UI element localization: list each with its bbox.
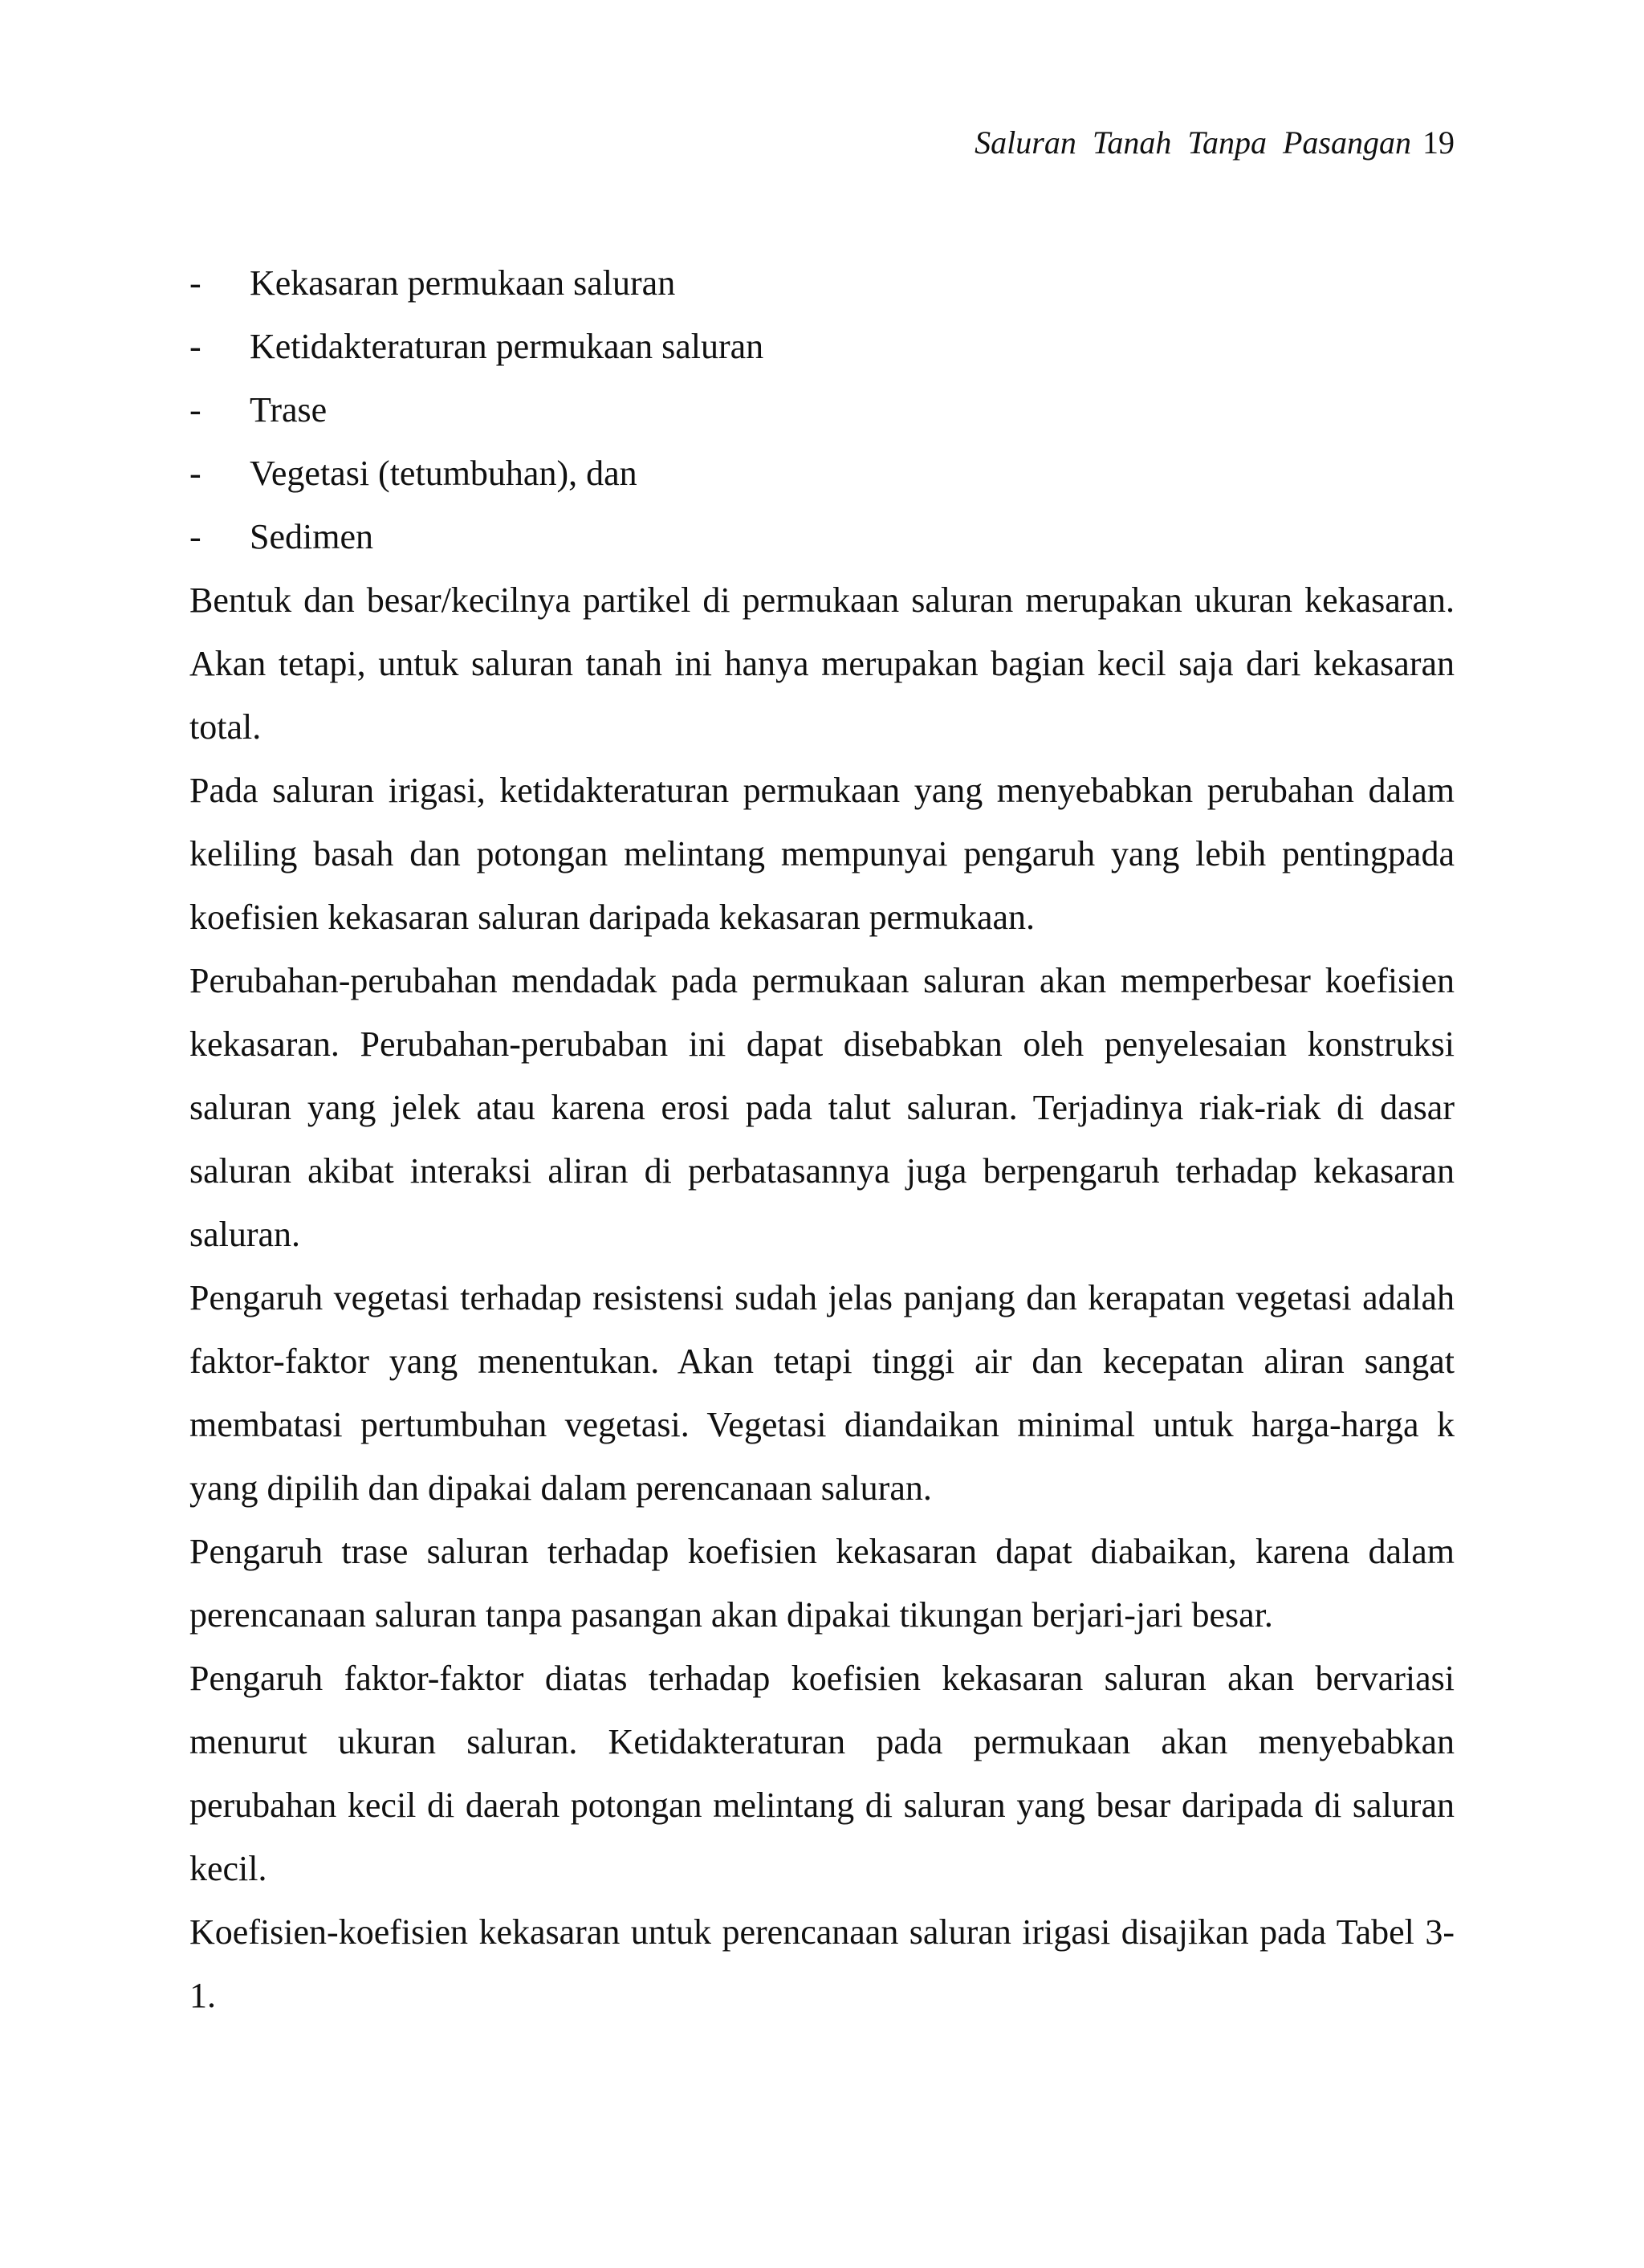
list-item-text: Ketidakteraturan permukaan saluran [250,327,764,366]
list-item-text: Trase [250,390,328,430]
bullet-marker: - [189,390,201,430]
list-item-text: Vegetasi (tetumbuhan), dan [250,454,637,493]
paragraph: Pada saluran irigasi, ketidakteraturan permukaan yang menyebabkan perubahan dalam keliling basah dan potongan melintang mempunyai pengaruh yang lebih pentingpada koefisien kekasaran saluran daripada kekasaran permukaan. [189,771,1455,937]
list-item [189,315,1455,378]
paragraph: Pengaruh faktor-faktor diatas terhadap koefisien kekasaran saluran akan bervariasi menurut ukuran saluran. Ketidakteraturan pada permukaan akan menyebabkan perubahan kecil di daerah potongan melintang di saluran yang besar daripada di saluran kecil. [189,1659,1455,1888]
list-item [189,251,1455,315]
list-item [189,442,1455,505]
list-item-text: Sedimen [250,517,373,556]
bullet-marker: - [189,327,201,366]
paragraph: Koefisien-koefisien kekasaran untuk perencanaan saluran irigasi disajikan pada Tabel 3-1. [189,1912,1455,2015]
bullet-list [189,251,1455,568]
paragraph: Bentuk dan besar/kecilnya partikel di permukaan saluran merupakan ukuran kekasaran. Akan tetapi, untuk saluran tanah ini hanya merupakan bagian kecil saja dari kekasaran total. [189,580,1455,747]
running-header [975,120,1455,165]
list-item [189,505,1455,568]
bullet-marker: - [189,454,201,493]
list-item-text: Kekasaran permukaan saluran [250,263,676,303]
paragraph: Pengaruh vegetasi terhadap resistensi sudah jelas panjang dan kerapatan vegetasi adalah faktor-faktor yang menentukan. Akan tetapi tinggi air dan kecepatan aliran sangat membatasi pertumbuhan vegetasi. Vegetasi diandaikan minimal untuk harga-harga k yang dipilih dan dipakai dalam perencanaan saluran. [189,1278,1455,1508]
paragraph: Perubahan-perubahan mendadak pada permukaan saluran akan memperbesar koefisien kekasaran. Perubahan-perubaban ini dapat disebabkan oleh penyelesaian konstruksi saluran yang jelek atau karena erosi pada talut saluran. Terjadinya riak-riak di dasar saluran akibat interaksi aliran di perbatasannya juga berpengaruh terhadap kekasaran saluran. [189,961,1455,1254]
paragraph: Pengaruh trase saluran terhadap koefisien kekasaran dapat diabaikan, karena dalam perencanaan saluran tanpa pasangan akan dipakai tikungan berjari-jari besar. [189,1532,1455,1635]
page-number: 19 [1422,124,1455,161]
body-text [189,251,1455,2027]
bullet-marker: - [189,263,201,303]
bullet-marker: - [189,517,201,556]
list-item [189,378,1455,442]
running-header-title: Saluran Tanah Tanpa Pasangan [975,124,1411,161]
